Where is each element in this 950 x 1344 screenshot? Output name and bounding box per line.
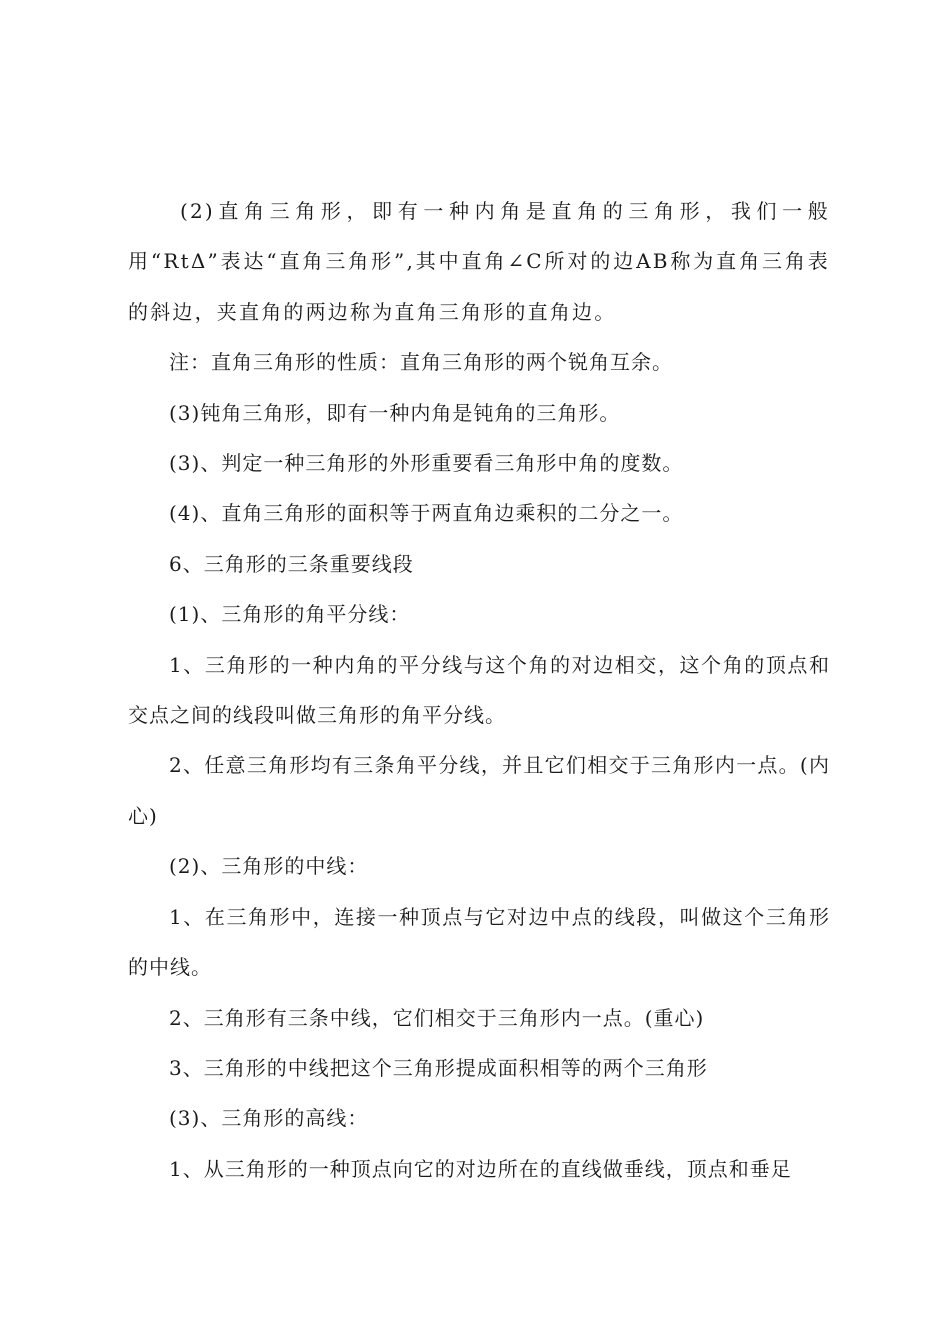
- heading-three-important-segments: 6、三角形的三条重要线段: [169, 551, 414, 576]
- heading-angle-bisector: (1)、三角形的角平分线：: [169, 602, 411, 627]
- paragraph-right-triangle-definition: (2)直角三角形，即有一种内角是直角的三角形，我们一般用“RtΔ”表达“直角三角形”,其中直角∠C所对的边AB称为直角三角表的斜边，夹直角的两边称为直角三角形的直角边。: [128, 199, 830, 324]
- document-body: [128, 186, 830, 1194]
- paragraph-altitude-definition: 1、从三角形的一种顶点向它的对边所在的直线做垂线，顶点和垂足: [169, 1156, 792, 1181]
- paragraph-note-right-triangle-property: 注：直角三角形的性质：直角三角形的两个锐角互余。: [169, 350, 673, 375]
- paragraph-triangle-shape-judgement: (3)、判定一种三角形的外形重要看三角形中角的度数。: [169, 451, 684, 476]
- paragraph-angle-bisector-definition: 1、三角形的一种内角的平分线与这个角的对边相交，这个角的顶点和交点之间的线段叫做三角形的角平分线。: [128, 652, 830, 728]
- heading-median: (2)、三角形的中线：: [169, 854, 369, 879]
- heading-altitude: (3)、三角形的高线：: [169, 1106, 369, 1131]
- paragraph-obtuse-triangle: (3)钝角三角形，即有一种内角是钝角的三角形。: [169, 400, 621, 425]
- paragraph-median-definition: 1、在三角形中，连接一种顶点与它对边中点的线段，叫做这个三角形的中线。: [128, 904, 830, 980]
- paragraph-median-centroid: 2、三角形有三条中线，它们相交于三角形内一点。(重心): [169, 1005, 705, 1030]
- paragraph-angle-bisector-incenter: 2、任意三角形均有三条角平分线，并且它们相交于三角形内一点。(内心): [128, 753, 830, 828]
- paragraph-right-triangle-area: (4)、直角三角形的面积等于两直角边乘积的二分之一。: [169, 501, 684, 526]
- paragraph-median-area: 3、三角形的中线把这个三角形提成面积相等的两个三角形: [169, 1055, 708, 1080]
